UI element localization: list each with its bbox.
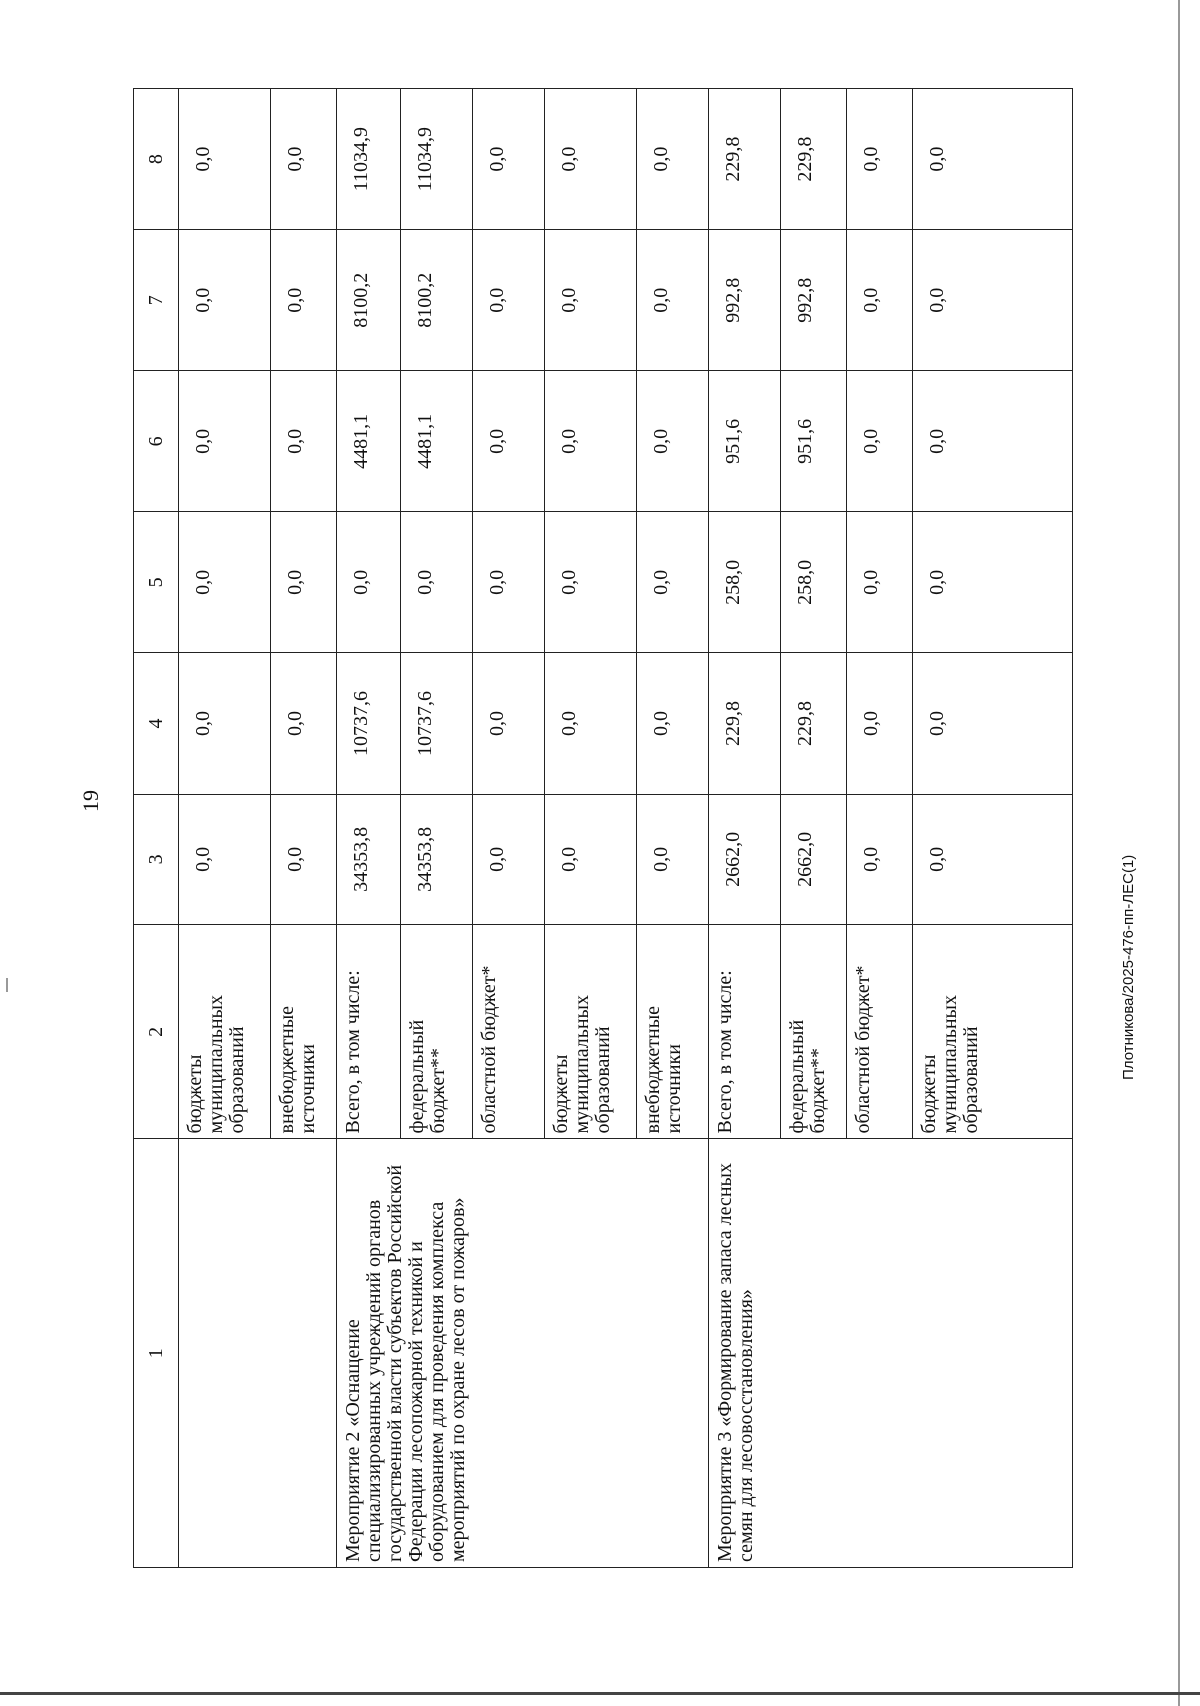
table-row <box>179 89 271 1568</box>
value-cell: 0,0 <box>179 230 271 371</box>
value-cell: 0,0 <box>179 89 271 230</box>
value-cell: 0,0 <box>545 653 637 794</box>
value-cell: 0,0 <box>913 371 1073 512</box>
value-cell: 0,0 <box>179 653 271 794</box>
funding-source: Всего, в том числе: <box>337 925 401 1139</box>
value-cell: 0,0 <box>847 89 913 230</box>
value-cell: 0,0 <box>545 512 637 653</box>
column-header: 2 <box>134 925 179 1139</box>
value-cell: 0,0 <box>473 512 545 653</box>
value-cell: 0,0 <box>179 794 271 925</box>
value-cell: 0,0 <box>271 89 337 230</box>
value-cell: 0,0 <box>847 653 913 794</box>
value-cell: 0,0 <box>913 89 1073 230</box>
value-cell: 0,0 <box>637 794 709 925</box>
value-cell: 8100,2 <box>401 230 473 371</box>
table-container <box>133 88 1073 1568</box>
value-cell: 0,0 <box>473 371 545 512</box>
value-cell: 0,0 <box>545 794 637 925</box>
value-cell: 0,0 <box>473 794 545 925</box>
value-cell: 0,0 <box>913 512 1073 653</box>
value-cell: 229,8 <box>781 653 847 794</box>
margin-mark <box>6 978 8 992</box>
funding-source: федеральный бюджет** <box>781 925 847 1139</box>
funding-source: бюджеты муниципальных образований <box>545 925 637 1139</box>
value-cell: 2662,0 <box>781 794 847 925</box>
value-cell: 951,6 <box>709 371 781 512</box>
value-cell: 0,0 <box>913 653 1073 794</box>
value-cell: 0,0 <box>271 794 337 925</box>
value-cell: 11034,9 <box>337 89 401 230</box>
value-cell: 0,0 <box>271 653 337 794</box>
funding-source: областной бюджет* <box>473 925 545 1139</box>
value-cell: 0,0 <box>473 653 545 794</box>
value-cell: 11034,9 <box>401 89 473 230</box>
value-cell: 992,8 <box>781 230 847 371</box>
funding-source: Всего, в том числе: <box>709 925 781 1139</box>
budget-table <box>133 88 1073 1568</box>
value-cell: 4481,1 <box>401 371 473 512</box>
event-2-title: Мероприятие 2 «Оснащение специализированных учреждений органов государственной власти субъектов Российской Федерации лесопожарной техникой и оборудованием для проведения комплекса мероприятий по охране лесов от пожаров» <box>337 1139 709 1568</box>
column-header: 5 <box>134 512 179 653</box>
value-cell: 34353,8 <box>401 794 473 925</box>
value-cell: 258,0 <box>781 512 847 653</box>
value-cell: 0,0 <box>847 794 913 925</box>
value-cell: 10737,6 <box>401 653 473 794</box>
value-cell: 0,0 <box>473 89 545 230</box>
funding-source: внебюджетные источники <box>637 925 709 1139</box>
value-cell: 0,0 <box>545 230 637 371</box>
column-header: 7 <box>134 230 179 371</box>
value-cell: 0,0 <box>847 230 913 371</box>
funding-source: областной бюджет* <box>847 925 913 1139</box>
value-cell: 0,0 <box>637 89 709 230</box>
scan-edge-line <box>1178 0 1180 1706</box>
value-cell: 4481,1 <box>337 371 401 512</box>
value-cell: 0,0 <box>179 512 271 653</box>
header-row <box>134 89 179 1568</box>
value-cell: 0,0 <box>847 512 913 653</box>
value-cell: 0,0 <box>337 512 401 653</box>
column-header: 1 <box>134 1139 179 1568</box>
funding-source: бюджеты муниципальных образований <box>913 925 1073 1139</box>
value-cell: 34353,8 <box>337 794 401 925</box>
value-cell: 8100,2 <box>337 230 401 371</box>
value-cell: 0,0 <box>473 230 545 371</box>
value-cell: 0,0 <box>637 653 709 794</box>
value-cell: 0,0 <box>271 512 337 653</box>
document-id: Плотникова/2025-476-пп-ЛЕС(1) <box>1120 854 1137 1080</box>
value-cell: 992,8 <box>709 230 781 371</box>
value-cell: 0,0 <box>637 371 709 512</box>
value-cell: 229,8 <box>709 653 781 794</box>
value-cell: 0,0 <box>271 230 337 371</box>
value-cell: 229,8 <box>709 89 781 230</box>
value-cell: 951,6 <box>781 371 847 512</box>
value-cell: 0,0 <box>545 89 637 230</box>
value-cell: 10737,6 <box>337 653 401 794</box>
column-header: 4 <box>134 653 179 794</box>
value-cell: 229,8 <box>781 89 847 230</box>
value-cell: 2662,0 <box>709 794 781 925</box>
table-row <box>709 89 781 1568</box>
value-cell: 0,0 <box>637 512 709 653</box>
value-cell: 0,0 <box>545 371 637 512</box>
funding-source: внебюджетные источники <box>271 925 337 1139</box>
scan-bottom-line <box>0 1692 1200 1695</box>
column-header: 8 <box>134 89 179 230</box>
table-row <box>337 89 401 1568</box>
value-cell: 0,0 <box>847 371 913 512</box>
funding-source: бюджеты муниципальных образований <box>179 925 271 1139</box>
value-cell: 0,0 <box>913 230 1073 371</box>
value-cell: 0,0 <box>637 230 709 371</box>
value-cell: 0,0 <box>179 371 271 512</box>
event-3-title: Мероприятие 3 «Формирование запаса лесных семян для лесовосстановления» <box>709 1139 1073 1568</box>
page-number: 19 <box>78 790 103 812</box>
value-cell: 0,0 <box>913 794 1073 925</box>
column-header: 6 <box>134 371 179 512</box>
column-header: 3 <box>134 794 179 925</box>
value-cell: 0,0 <box>271 371 337 512</box>
funding-source: федеральный бюджет** <box>401 925 473 1139</box>
event-cell-continued <box>179 1139 337 1568</box>
value-cell: 258,0 <box>709 512 781 653</box>
value-cell: 0,0 <box>401 512 473 653</box>
